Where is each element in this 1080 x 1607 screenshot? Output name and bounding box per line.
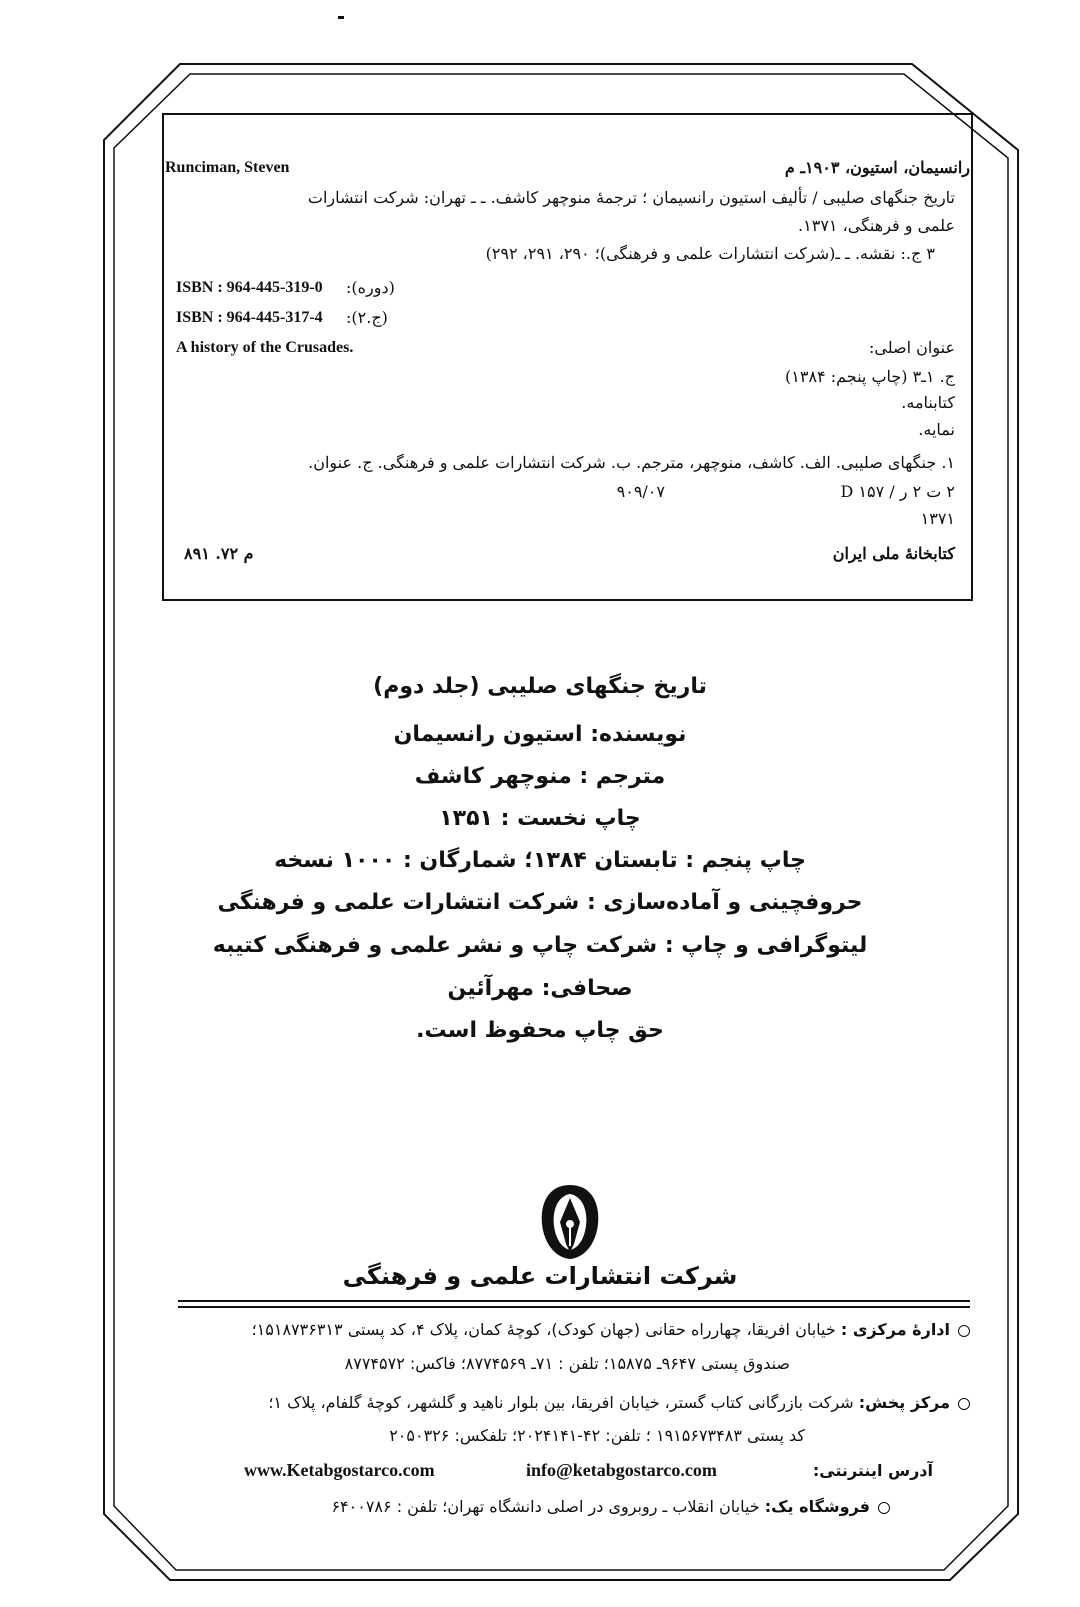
distribution-address: شرکت بازرگانی کتاب گستر، خیابان افریقا، بین بلوار ناهید و گلشهر، کوچهٔ گلفام، پلاک ۱؛ — [268, 1393, 854, 1412]
shop-label: فروشگاه یک: — [764, 1497, 870, 1516]
printing-line: لیتوگرافی و چاپ : شرکت چاپ و نشر علمی و فرهنگی کتیبه — [212, 933, 868, 958]
distribution-line2: کد پستی ۱۹۱۵۶۷۳۴۸۳ ؛ تلفن: ۴۲-۲۰۲۴۱۴۱؛ تلفکس: ۲۰۵۰۳۲۶ — [389, 1426, 805, 1445]
bibliography-note: کتابنامه. — [901, 393, 955, 412]
bullet-circle-icon — [958, 1325, 970, 1337]
author-line: نویسنده: استیون رانسیمان — [393, 722, 687, 747]
pen-nib-emblem-icon — [530, 1182, 610, 1262]
bullet-circle-icon — [958, 1398, 970, 1410]
distribution-line1 — [268, 1393, 970, 1412]
divider-rule-top — [178, 1300, 970, 1302]
fifth-edition-line: چاپ پنجم : تابستان ۱۳۸۴؛ شمارگان : ۱۰۰۰ نسخه — [274, 848, 806, 873]
isbn-set: ISBN : 964-445-319-0 — [176, 279, 323, 296]
shop-address: خیابان انقلاب ـ روبروی در اصلی دانشگاه تهران؛ تلفن : ۶۴۰۰۷۸۶ — [331, 1497, 760, 1516]
shop-line — [331, 1497, 890, 1516]
library-number: م ۷۲. ۸۹۱ — [184, 544, 254, 563]
index-note: نمایه. — [918, 420, 955, 439]
translator-line: مترجم : منوچهر کاشف — [414, 764, 666, 789]
subject-headings: ۱. جنگهای صلیبی. الف. کاشف، منوچهر، مترجم. ب. شرکت انتشارات علمی و فرهنگی. ج. عنوان. — [308, 453, 955, 472]
head-office-line2: صندوق پستی ۹۶۴۷ـ ۱۵۸۷۵؛ تلفن : ۷۱ـ ۸۷۷۴۵۶۹؛ فاکس: ۸۷۷۴۵۷۲ — [344, 1354, 790, 1373]
call-number: ۲ ت ۲ ر / ۱۵۷ D — [840, 482, 955, 501]
isbn-volume: ISBN : 964-445-317-4 — [176, 309, 323, 326]
isbn-set-note: (دوره): — [346, 278, 395, 297]
book-title: تاریخ جنگهای صلیبی (جلد دوم) — [373, 674, 707, 699]
dewey-number: ۹۰۹/۰۷ — [616, 482, 665, 501]
national-library: کتابخانهٔ ملی ایران — [832, 544, 955, 563]
edition-note: ج. ۱ـ۳ (چاپ پنجم: ۱۳۸۴) — [785, 367, 955, 386]
web-label: آدرس اینترنتی: — [812, 1461, 933, 1480]
bullet-circle-icon — [878, 1502, 890, 1514]
original-title: A history of the Crusades. — [176, 339, 354, 356]
catalog-year: ۱۳۷۱ — [920, 509, 955, 528]
title-statement-line2: علمی و فرهنگی، ۱۳۷۱. — [798, 216, 955, 235]
rights-line: حق چاپ محفوظ است. — [416, 1018, 664, 1043]
title-statement-line1: تاریخ جنگهای صلیبی / تألیف استیون رانسیمان ؛ ترجمهٔ منوچهر کاشف. ـ ـ تهران: شرکت انتشارات — [307, 188, 955, 207]
typesetting-line: حروفچینی و آماده‌سازی : شرکت انتشارات علمی و فرهنگی — [217, 890, 863, 915]
author-name-latin: Runciman, Steven — [165, 159, 290, 176]
divider-rule-bottom — [178, 1306, 970, 1308]
distribution-label: مرکز پخش: — [858, 1393, 950, 1412]
website-url[interactable]: www.Ketabgostarco.com — [244, 1460, 435, 1480]
physical-description: ۳ ج.: نقشه. ـ ـ(شرکت انتشارات علمی و فرهنگی)؛ ۲۹۰، ۲۹۱، ۲۹۲) — [485, 244, 935, 263]
head-office-address: خیابان افریقا، چهارراه حقانی (جهان کودک)، کوچهٔ کمان، پلاک ۴، کد پستی ۱۵۱۸۷۳۶۳۱۳؛ — [251, 1320, 836, 1339]
publisher-name: شرکت انتشارات علمی و فرهنگی — [342, 1262, 738, 1290]
author-name-persian: رانسیمان، استیون، ۱۹۰۳ـ م — [784, 158, 970, 177]
isbn-volume-note: (ج.۲): — [346, 308, 388, 327]
original-title-label: عنوان اصلی: — [869, 338, 955, 357]
head-office-label: ادارهٔ مرکزی : — [840, 1320, 950, 1339]
first-edition-line: چاپ نخست : ۱۳۵۱ — [439, 806, 641, 831]
head-office-line1 — [252, 1320, 970, 1339]
email-address[interactable]: info@ketabgostarco.com — [526, 1460, 717, 1480]
binding-line: صحافی: مهرآئین — [447, 976, 633, 1001]
